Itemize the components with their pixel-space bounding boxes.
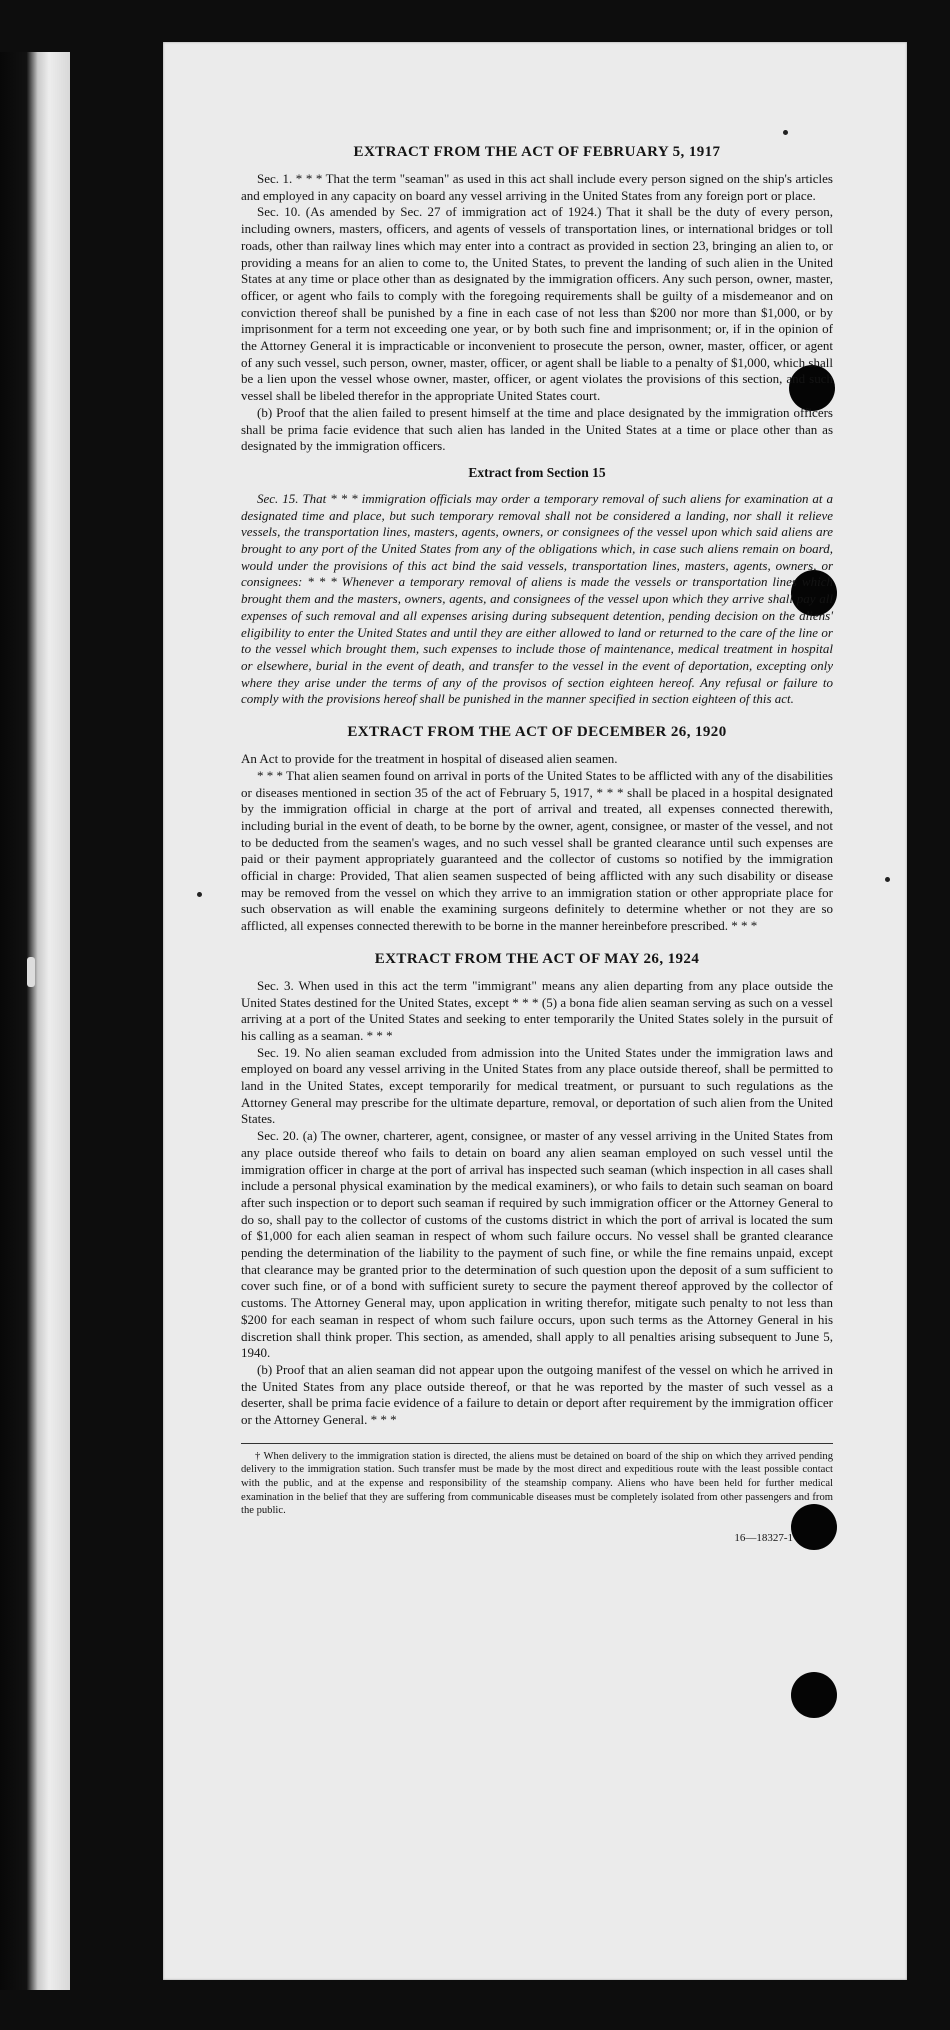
section-1: Sec. 1. * * * That the term "seaman" as used in this act shall include every person signed on the ship's articles and employed in any capacity on board any vessel arriving in the United States from any foreign port or place. — [241, 171, 833, 203]
section-20-b: (b) Proof that an alien seaman did not appear upon the outgoing manifest of the vessel on which he arrived in the United States from any place outside thereof, or that he was reported by the master of such vessel as a deserter, shall be prima facie evidence of a failure to detain or deport after requirement by the immigration officer or the Attorney General. * * * — [241, 1362, 833, 1428]
scan-speck — [783, 130, 788, 135]
scan-speck — [197, 892, 202, 897]
act-1920-title: An Act to provide for the treatment in hospital of diseased alien seamen. — [241, 751, 618, 767]
punch-hole-4 — [791, 1672, 837, 1718]
section-19: Sec. 19. No alien seaman excluded from admission into the United States under the immigration laws and employed on board any vessel arriving in the United States from any place outside thereof, shall be permitted to land in the United States, except temporarily for medical treatment, or pursuant to such regulations as the Attorney General may prescribe for the ultimate departure, removal, or deportation of such alien from the United States. — [241, 1044, 833, 1127]
section-20-a: Sec. 20. (a) The owner, charterer, agent, consignee, or master of any vessel arriving in the United States from any place outside thereof who fails to detain on board any alien seaman employed on such vessel until the immigration officer in charge at the port of arrival has inspected such seaman (which inspection in all cases shall include a personal physical examination by the medical examiners), or who fails to detain such seaman on board after such inspection or to deport such seaman if required by such immigration officer or the Attorney General to do so, shall pay to the collector of customs of the customs district in which the port of arrival is located the sum of $1,000 for each alien seaman in respect of whom such failure occurs. No vessel shall be granted clearance pending the determination of the liability to the payment of such fine, or while the fine remains unpaid, except that clearance may be granted prior to the determination of such question upon the deposit of a sum sufficient to cover such fine, or of a bond with sufficient surety to secure the payment thereof approved by the collector of customs. The Attorney General may, upon application in writing therefor, mitigate such penalty to not less than $200 for each seaman in respect of whom such failure occurs, upon such terms as the Attorney General in his discretion shall think proper. This section, as amended, shall apply to all penalties arising subsequent to June 5, 1940. — [241, 1128, 833, 1361]
document-page — [163, 42, 907, 1980]
document-body — [241, 142, 833, 1544]
heading-section-15: Extract from Section 15 — [468, 464, 606, 480]
section-10: Sec. 10. (As amended by Sec. 27 of immigration act of 1924.) That it shall be the duty of every person, including owners, masters, officers, and agents of vessels of transportation lines, or international bridges or toll roads, other than railway lines which may enter into a contract as provided in section 23, bringing an alien to, or providing a means for an alien to come to, the United States, to prevent the landing of such alien in the United States at any time or place other than as designated by the immigration officers. Any such person, owner, master, officer, or agent who fails to comply with the foregoing requirements shall be guilty of a misdemeanor and on conviction thereof shall be punished by a fine in each case of not less than $200 nor more than $1,000, or by imprisonment for a term not exceeding one year, or by both such fine and imprisonment; or, if in the opinion of the Attorney General it is impracticable or inconvenient to prosecute the person, owner, master, officer, or agent of any such vessel, such person, owner, master, officer, or agent shall be liable to a penalty of $1,000, which shall be a lien upon the vessel whose owner, master, officer, or agent violates the provisions of this section, and such vessel shall be libeled therefor in the appropriate United States court. — [241, 204, 833, 404]
heading-act-1924: EXTRACT FROM THE ACT OF MAY 26, 1924 — [374, 950, 700, 967]
print-code: 16—18327-1 — [734, 1531, 793, 1544]
adjacent-page-edge — [0, 52, 70, 1990]
scan-speck — [885, 877, 890, 882]
heading-act-1917: EXTRACT FROM THE ACT OF FEBRUARY 5, 1917 — [353, 144, 721, 160]
footnote — [241, 1443, 833, 1518]
edge-mark — [27, 957, 35, 987]
section-3: Sec. 3. When used in this act the term "immigrant" means any alien departing from any place outside the United States destined for the United States, except * * * (5) a bona fide alien seaman serving as such on a vessel arriving at a port of the United States and seeking to enter temporarily the United States solely in the pursuit of his calling as a seaman. * * * — [241, 977, 833, 1043]
section-15: Sec. 15. That * * * immigration officials may order a temporary removal of such aliens for examination at a designated time and place, but such temporary removal shall not be considered a landing, nor shall it relieve vessels, the transportation lines, masters, agents, owners, or consignees of the vessel upon which said aliens are brought to any port of the United States from any of the obligations which, in case such aliens remain on board, would under the provisions of this act bind the said vessels, transportation lines, masters, agents, owners, or consignees: * * * Whenever a temporary removal of aliens is made the vessels or transportation lines which brought them and the masters, owners, agents, and consignees of the vessel upon which they arrive shall pay all expenses of such removal and all expenses arising during subsequent detention, pending decision on the aliens' eligibility to enter the United States and until they are either allowed to land or returned to the care of the line or to the vessel which brought them, such expenses to include those of maintenance, medical treatment in hospital or elsewhere, burial in the event of death, and transfer to the vessel in the event of deportation, excepting only where they arise under the terms of any of the provisos of section eighteen hereof. Any refusal or failure to comply with the provisions hereof shall be punished in the manner specified in section eighteen of this act. — [241, 490, 833, 707]
heading-act-1920: EXTRACT FROM THE ACT OF DECEMBER 26, 1920 — [347, 724, 727, 741]
act-1920-text: * * * That alien seamen found on arrival in ports of the United States to be afflicted with any of the disabilities or diseases mentioned in section 35 of the act of February 5, 1917, * * * shall be placed in a hospital designated by the immigration official in charge at the port of arrival and treated, all expenses connected therewith, including burial in the event of death, to be borne by the owner, agent, consignee, or master of the vessel, and not to be deducted from the seamen's wages, and no such vessel shall be granted clearance until such expenses are paid or their payment appropriately guaranteed and the collector of customs so notified by the immigration official in charge: Provided, That alien seamen suspected of being afflicted with any such disability or disease may be removed from the vessel on which they arrive to an immigration station or other appropriate place for such observation as will enable the examining surgeons definitely to determine whether or not they are so afflicted, all expenses connected therewith to be borne in the manner hereinbefore prescribed. * * * — [241, 767, 833, 934]
footnote-text: † When delivery to the immigration station is directed, the aliens must be detained on board of the ship on which they arrived pending delivery to the immigration station. Such transfer must be made by the most direct and expeditious route with the least possible contact with the public, and at the expense and responsibility of the steamship company. Aliens who have been held for further medical examination in the belief that they are suffering from communicable diseases must be completely isolated from other passengers and from the public. — [241, 1450, 833, 1517]
section-10-b: (b) Proof that the alien failed to present himself at the time and place designated by the immigration officers shall be prima facie evidence that such alien has landed in the United States at a time or place other than as designated by the immigration officers. — [241, 404, 833, 454]
